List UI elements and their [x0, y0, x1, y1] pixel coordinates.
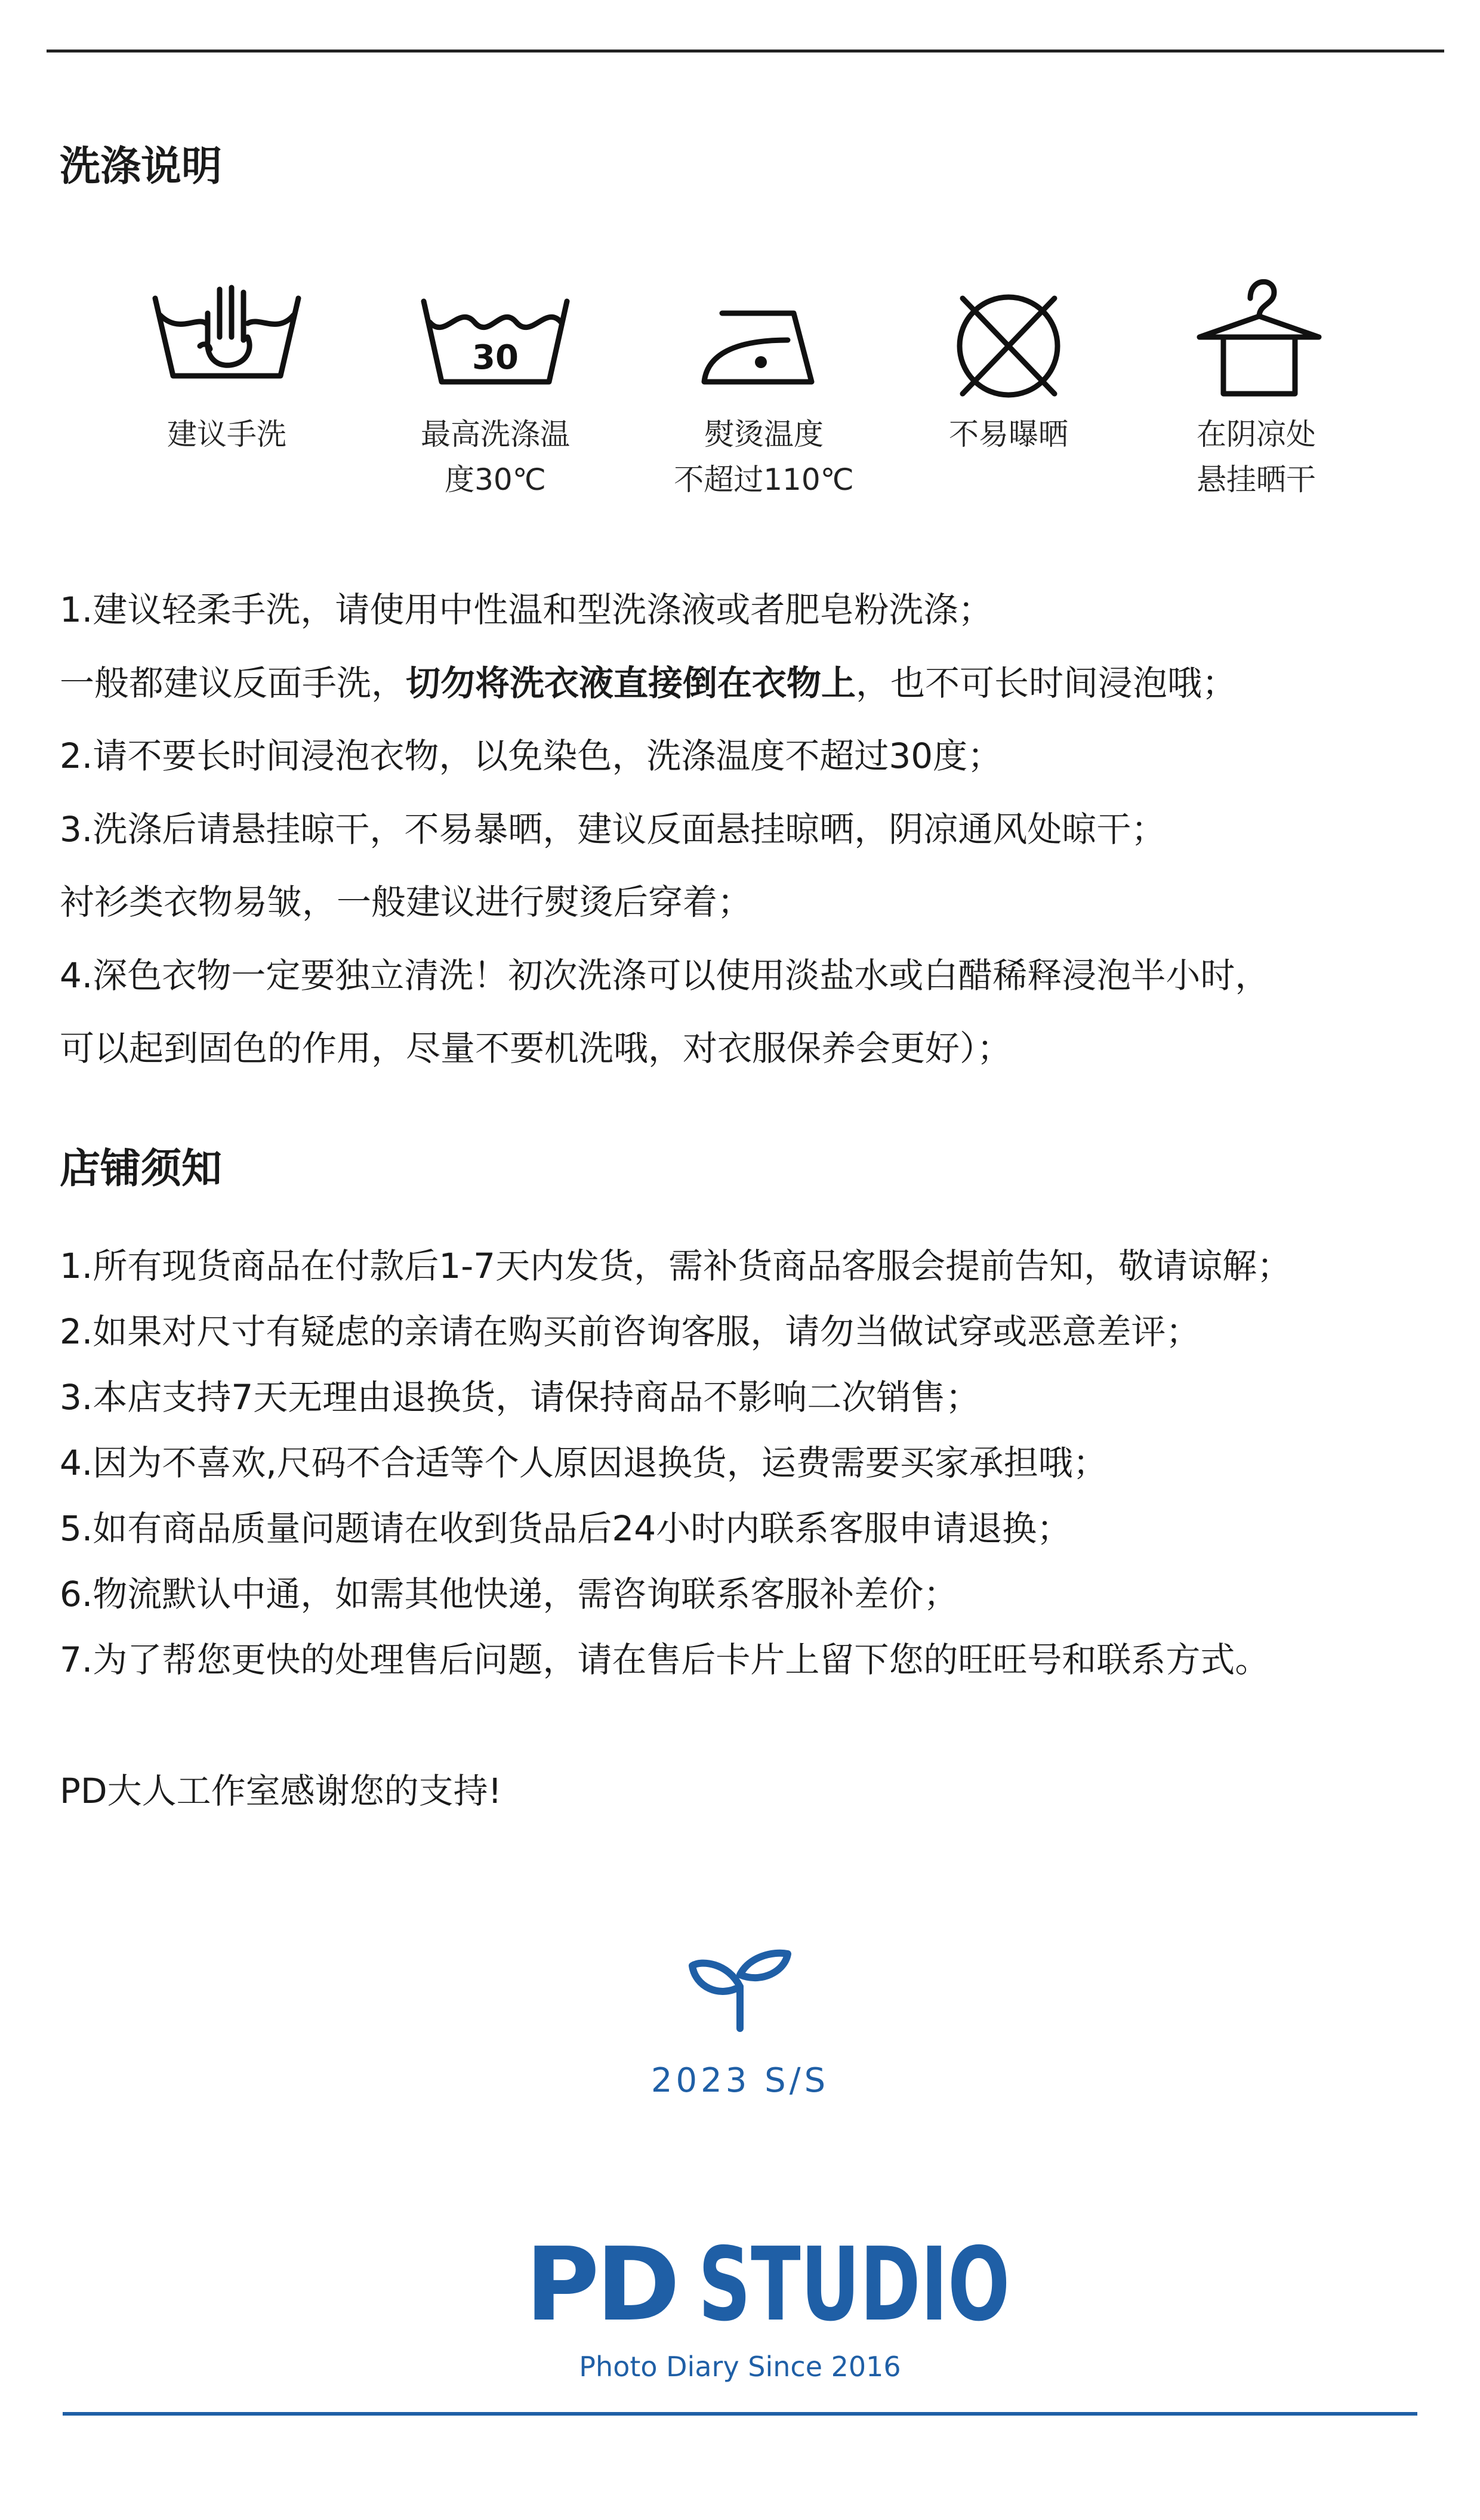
- no-sun-icon: [952, 289, 1065, 403]
- washing-line-5: 衬衫类衣物易皱，一般建议进行熨烫后穿着；: [60, 882, 753, 922]
- iron-label-line1: 熨烫温度: [704, 417, 824, 452]
- iron-label-line2: 不超过110℃: [674, 462, 854, 497]
- logo-pd-text: PD: [525, 2226, 677, 2344]
- hand-wash-label: 建议手洗: [167, 417, 286, 452]
- logo-tagline: Photo Diary Since 2016: [579, 2351, 901, 2383]
- washing-line-4: 3.洗涤后请悬挂晾干，不易暴晒，建议反面悬挂晾晒，阴凉通风处晾干；: [60, 809, 1166, 850]
- thanks-message: PD大人工作室感谢您的支持!: [60, 1771, 502, 1811]
- store-line-6: 6.物流默认中通，如需其他快递，需咨询联系客服补差价；: [60, 1574, 958, 1614]
- store-line-7: 7.为了帮您更快的处理售后问题，请在售后卡片上留下您的旺旺号和联系方式。: [60, 1639, 1270, 1680]
- store-notice-heading: 店铺须知: [60, 1145, 223, 1193]
- no-sun-label: 不易曝晒: [949, 417, 1068, 452]
- washing-line-3: 2.请不要长时间浸泡衣物，以免染色，洗涤温度不超过30度；: [60, 736, 1003, 776]
- washing-warning-bold: 切勿将洗衣液直接倒在衣物上: [406, 663, 856, 703]
- washing-instructions-heading: 洗涤说明: [60, 143, 223, 190]
- logo-studio-text: STUDIO: [698, 2226, 1010, 2344]
- store-line-2: 2.如果对尺寸有疑虑的亲请在购买前咨询客服，请勿当做试穿或恶意差评；: [60, 1311, 1201, 1352]
- bottom-divider: [63, 2412, 1417, 2416]
- hang-dry-label-line2: 悬挂晒干: [1197, 462, 1316, 497]
- washing-line-6: 4.深色衣物一定要独立清洗！初次洗涤可以使用淡盐水或白醋稀释浸泡半小时，: [60, 955, 1270, 996]
- iron-low-icon: [698, 295, 830, 391]
- hand-wash-icon: [149, 280, 304, 394]
- washing-line-1: 1.建议轻柔手洗，请使用中性温和型洗涤液或者肥皂粉洗涤；: [60, 589, 993, 630]
- wash-temp-label-line2: 度30℃: [445, 462, 546, 497]
- wash-temp-number: 30: [472, 338, 519, 377]
- store-line-4: 4.因为不喜欢,尺码不合适等个人原因退换货，运费需要买家承担哦；: [60, 1443, 1108, 1483]
- washing-line-7: 可以起到固色的作用，尽量不要机洗哦，对衣服保养会更好）；: [60, 1028, 1012, 1068]
- pd-studio-logo: [525, 2226, 1010, 2344]
- store-line-1: 1.所有现货商品在付款后1-7天内发货，需补货商品客服会提前告知，敬请谅解；: [60, 1246, 1292, 1286]
- washing-line-2: 一般都建议反面手洗，切勿将洗衣液直接倒在衣物上，也不可长时间浸泡哦；: [60, 663, 1237, 703]
- store-line-5: 5.如有商品质量问题请在收到货品后24小时内联系客服申请退换；: [60, 1508, 1072, 1549]
- wash-30-icon: [418, 292, 573, 394]
- hang-dry-shade-icon: [1191, 271, 1328, 403]
- hang-dry-label-line1: 在阴凉处: [1197, 417, 1316, 452]
- top-divider: [47, 50, 1444, 52]
- wash-temp-label-line1: 最高洗涤温: [421, 417, 570, 452]
- sprout-icon: [686, 1945, 794, 2034]
- season-label: 2023 S/S: [650, 2061, 830, 2100]
- store-line-3: 3.本店支持7天无理由退换货，请保持商品不影响二次销售；: [60, 1377, 980, 1418]
